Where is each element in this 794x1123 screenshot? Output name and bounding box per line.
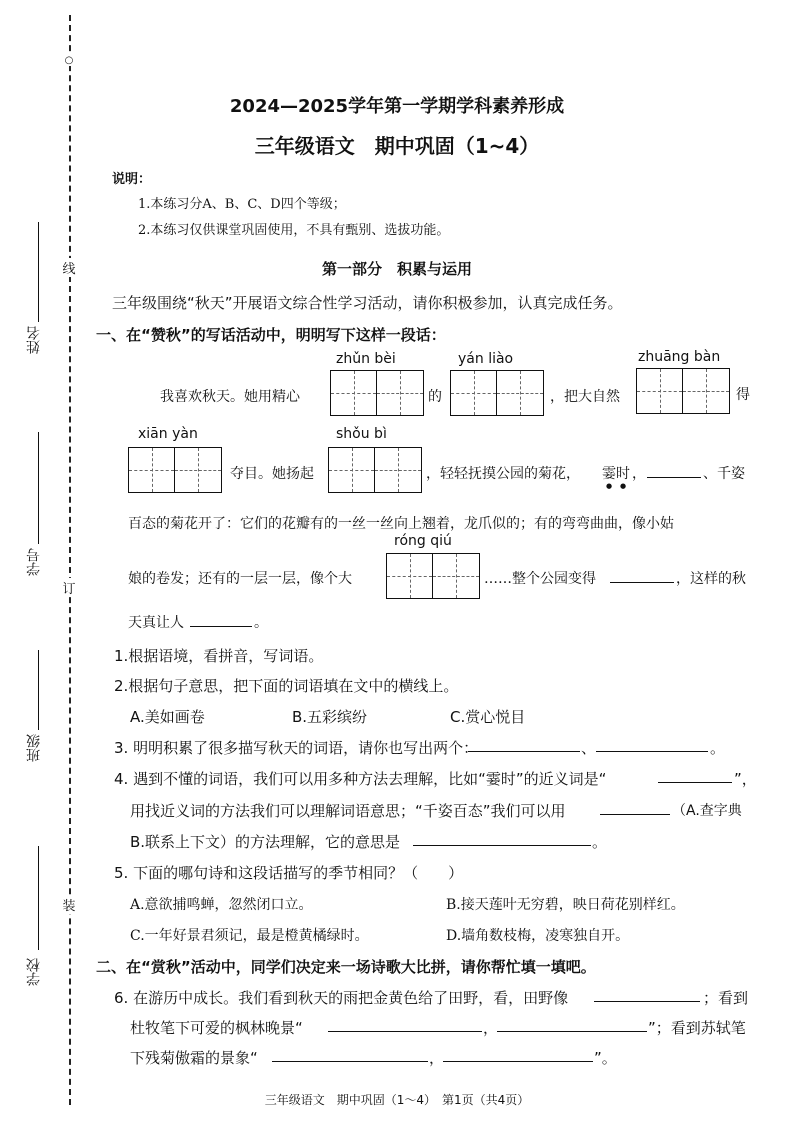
q2-option-b: B.五彩缤纷 (292, 708, 368, 726)
para-2c-shashi: 霎时 (602, 466, 630, 482)
binding-char-xian: 线 (61, 258, 77, 277)
para-2b: ，轻轻抚摸公园的菊花， (426, 466, 580, 482)
answer-box-xianyan[interactable] (128, 447, 222, 493)
class-label: 班级 (26, 734, 42, 762)
q4-blank-synonym[interactable] (658, 768, 732, 783)
school-label: 学校 (26, 958, 42, 986)
question-2: 2.根据句子意思，把下面的词语填在文中的横线上。 (114, 677, 459, 695)
q4-line1-end: ”， (734, 770, 757, 788)
binding-char-zhuang: 装 (61, 895, 77, 914)
q6-blank-dumu-1[interactable] (328, 1017, 482, 1032)
q6-blank-sushi-1[interactable] (272, 1047, 428, 1062)
notes-label: 说明： (112, 172, 152, 187)
pinyin-yanliao: yán liào (458, 351, 514, 367)
question-6-line3: 下残菊傲霜的景象“ (130, 1049, 258, 1067)
question-5: 5. 下面的哪句诗和这段话描写的季节相同？（ ） (114, 864, 464, 882)
para-1b: 的 (428, 389, 442, 405)
name-label: 姓名 (26, 326, 42, 354)
question-3: 3. 明明积累了很多描写秋天的词语，请你也写出两个： (114, 739, 479, 757)
binding-char-ding: 订 (61, 578, 77, 597)
pinyin-xianyan: xiān yàn (138, 426, 198, 442)
q2-title: 二、在“赏秋”活动中，同学们决定来一场诗歌大比拼，请你帮忙填一填吧。 (96, 958, 596, 976)
q3-end: 。 (710, 739, 726, 757)
binding-dashed-line (69, 15, 71, 1105)
para-2a: 夺目。她扬起 (230, 466, 314, 482)
question-4-line3: B.联系上下文）的方法理解，它的意思是 (130, 833, 401, 851)
student-id-field-line[interactable] (38, 432, 39, 544)
q6-blank-sushi-2[interactable] (443, 1047, 593, 1062)
answer-box-zhunbei[interactable] (330, 370, 424, 416)
question-6-line1: 6. 在游历中成长。我们看到秋天的雨把金黄色给了田野，看，田野像 (114, 989, 569, 1007)
para-4b: ……整个公园变得 (484, 571, 596, 587)
q4-blank-meaning[interactable] (413, 831, 591, 846)
blank-makes-people[interactable] (190, 612, 252, 627)
q5-option-a: A.意欲捕鸣蝉，忽然闭口立。 (130, 897, 313, 913)
answer-box-zhuangban[interactable] (636, 368, 730, 414)
note-2: 2.本练习仅供课堂巩固使用，不具有甄别、选拔功能。 (138, 223, 450, 238)
part1-intro: 三年级围绕“秋天”开展语文综合性学习活动，请你积极参加，认真完成任务。 (112, 294, 623, 312)
pinyin-rongqiu: róng qiú (394, 533, 452, 549)
q6-blank-dumu-2[interactable] (497, 1017, 647, 1032)
q6-line2-comma: ， (483, 1019, 499, 1037)
part1-title: 第一部分 积累与运用 (321, 260, 472, 278)
q3-sep: 、 (581, 739, 597, 757)
para-1d: 得 (736, 387, 750, 403)
para-2e: 、千姿 (703, 466, 745, 482)
class-field-line[interactable] (38, 650, 39, 730)
para-1a: 我喜欢秋天。她用精心 (160, 389, 300, 405)
binding-circle-mark: ○ (61, 55, 77, 66)
blank-park-becomes[interactable] (610, 568, 674, 583)
page-footer: 三年级语文 期中巩固（1～4） 第1页（共4页） (264, 1093, 530, 1107)
q4-method-a: （A.查字典 (672, 803, 742, 819)
q1-title: 一、在“赞秋”的写话活动中，明明写下这样一段话： (96, 326, 446, 344)
q3-blank-2[interactable] (596, 737, 708, 752)
q6-line3-comma: ， (429, 1049, 445, 1067)
para-5b: 。 (254, 615, 268, 631)
note-1: 1.本练习分A、B、C、D四个等级； (138, 197, 346, 212)
para-2d: ， (632, 466, 646, 482)
q6-line2-end: ”；看到苏轼笔 (648, 1019, 746, 1037)
pinyin-zhuangban: zhuāng bàn (638, 349, 721, 365)
q6-line3-end: ”。 (594, 1049, 617, 1067)
answer-box-rongqiu[interactable] (386, 553, 480, 599)
question-4-line1: 4. 遇到不懂的词语，我们可以用多种方法去理解，比如“霎时”的近义词是“ (114, 770, 607, 788)
school-field-line[interactable] (38, 846, 39, 950)
q6-line1-end: ；看到 (703, 989, 749, 1007)
pinyin-shoubi: shǒu bì (336, 426, 387, 442)
para-3: 百态的菊花开了：它们的花瓣有的一丝一丝向上翘着，龙爪似的；有的弯弯曲曲，像小姑 (128, 516, 674, 532)
q4-blank-method[interactable] (600, 800, 670, 815)
para-4c: ，这样的秋 (676, 571, 746, 587)
q2-option-a: A.美如画卷 (130, 708, 205, 726)
question-6-line2: 杜牧笔下可爱的枫林晚景“ (130, 1019, 303, 1037)
pinyin-zhunbei: zhǔn bèi (336, 351, 396, 367)
para-1c: ，把大自然 (550, 389, 620, 405)
q2-option-c: C.赏心悦目 (450, 708, 526, 726)
q3-blank-1[interactable] (468, 737, 580, 752)
q5-option-b: B.接天莲叶无穷碧，映日荷花别样红。 (446, 897, 685, 913)
para-4a: 娘的卷发；还有的一层一层，像个大 (128, 571, 352, 587)
answer-box-yanliao[interactable] (450, 370, 544, 416)
page-subtitle: 三年级语文 期中巩固（1~4） (254, 134, 540, 158)
student-id-label: 学号 (26, 548, 42, 576)
q5-option-d: D.墙角数枝梅，凌寒独自开。 (446, 928, 630, 944)
blank-after-shashi[interactable] (647, 463, 701, 478)
q5-option-c: C.一年好景君须记，最是橙黄橘绿时。 (130, 928, 369, 944)
page-title: 2024—2025学年第一学期学科素养形成 (229, 96, 565, 117)
answer-box-shoubi[interactable] (328, 447, 422, 493)
q6-blank-field[interactable] (594, 987, 700, 1002)
question-1: 1.根据语境，看拼音，写词语。 (114, 647, 324, 665)
para-5a: 天真让人 (128, 615, 184, 631)
q4-line3-end: 。 (592, 833, 608, 851)
question-4-line2: 用找近义词的方法我们可以理解词语意思；“千姿百态”我们可以用 (130, 802, 566, 820)
